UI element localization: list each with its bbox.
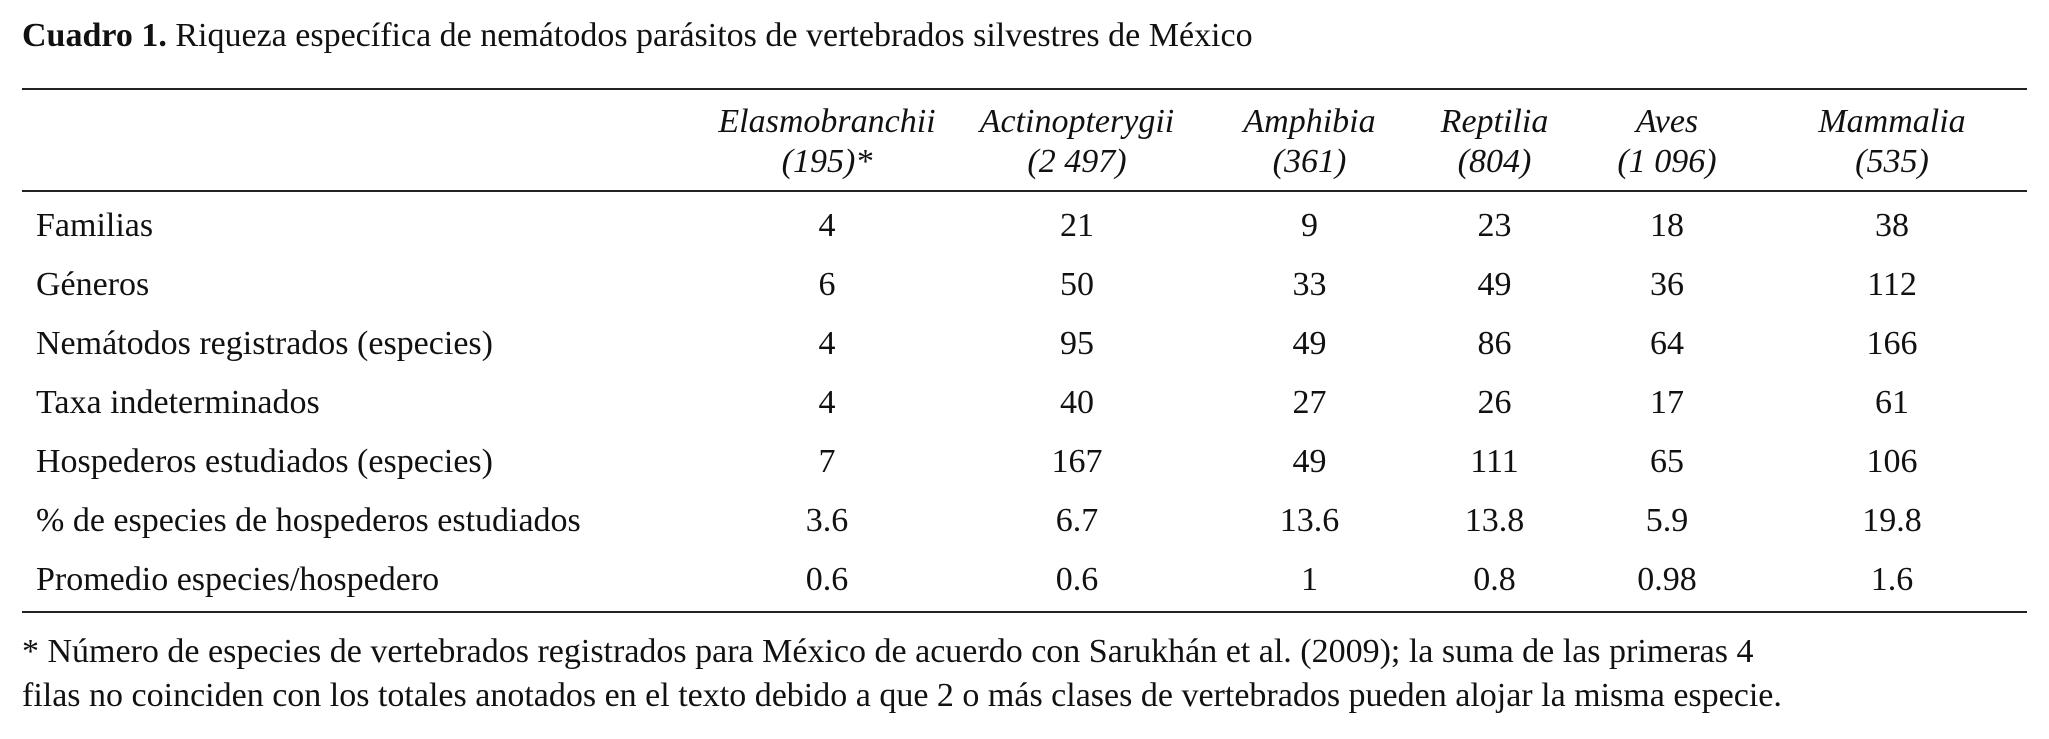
row-label: Nemátodos registrados (especies) [36, 325, 493, 362]
header-class-name: Elasmobranchii [718, 103, 936, 140]
table-cell: 13.6 [1279, 502, 1340, 539]
header-row [22, 90, 2027, 191]
table-cell: 4 [818, 325, 836, 362]
table-row [22, 255, 2027, 314]
row-label: Hospederos estudiados (especies) [36, 443, 493, 480]
table-cell: 36 [1650, 266, 1684, 303]
table-cell: 19.8 [1862, 502, 1922, 539]
table-cell: 0.6 [1055, 561, 1099, 598]
footnote-line: * Número de especies de vertebrados registrados para México de acuerdo con Sarukhán et al. (2009); la suma de las primeras 4 [22, 633, 1754, 670]
table-row [22, 491, 2027, 550]
header-cell-reptilia [1412, 90, 1577, 191]
header-cell-actinopterygii [947, 90, 1207, 191]
table-cell: 7 [818, 443, 836, 480]
table-cell: 65 [1650, 443, 1684, 480]
table-cell: 27 [1292, 384, 1327, 421]
row-label: Géneros [36, 266, 150, 303]
row-label: Taxa indeterminados [36, 384, 320, 421]
header-cell-elasmobranchii [707, 90, 947, 191]
header-cell-mammalia [1757, 90, 2027, 191]
table-cell: 0.98 [1637, 561, 1697, 598]
table-cell: 166 [1866, 325, 1918, 362]
table-row [22, 550, 2027, 611]
table-row [22, 373, 2027, 432]
header-class-name: Reptilia [1440, 103, 1549, 140]
table-cell: 5.9 [1645, 502, 1689, 539]
table-cell: 38 [1875, 207, 1909, 244]
table-body [22, 191, 2027, 611]
table-cell: 61 [1875, 384, 1909, 421]
table-caption [22, 14, 1253, 58]
header-class-count: (1 096) [1617, 143, 1717, 180]
table-row [22, 314, 2027, 373]
table-cell: 95 [1060, 325, 1094, 362]
data-table [22, 90, 2027, 611]
table-cell: 49 [1292, 325, 1327, 362]
header-class-count: (804) [1457, 143, 1532, 180]
table-cell: 86 [1477, 325, 1512, 362]
table-cell: 49 [1292, 443, 1327, 480]
table-cell: 6 [818, 266, 836, 303]
table-cell: 9 [1301, 207, 1318, 244]
table-cell: 4 [818, 207, 836, 244]
header-class-count: (535) [1855, 143, 1929, 180]
table-cell: 167 [1051, 443, 1103, 480]
table-cell: 26 [1477, 384, 1512, 421]
bottom-rule [22, 611, 2027, 613]
table-cell: 111 [1470, 443, 1519, 480]
table-cell: 0.8 [1473, 561, 1516, 598]
table-cell: 64 [1650, 325, 1684, 362]
data-table-container [22, 88, 2027, 613]
footnote-line: filas no coinciden con los totales anotados en el texto debido a que 2 o más clases de vertebrados pueden alojar la misma especie. [22, 677, 1782, 714]
table-cell: 40 [1060, 384, 1094, 421]
row-label: Promedio especies/hospedero [36, 561, 440, 598]
header-class-count: (2 497) [1027, 143, 1127, 180]
table-row [22, 432, 2027, 491]
table-row [22, 191, 2027, 255]
header-cell-aves [1577, 90, 1757, 191]
header-class-name: Actinopterygii [979, 103, 1175, 140]
header-cell-amphibia [1207, 90, 1412, 191]
row-label: Familias [36, 207, 154, 244]
table-cell: 1 [1301, 561, 1318, 598]
row-label: % de especies de hospederos estudiados [36, 502, 581, 539]
table-cell: 3.6 [805, 502, 849, 539]
table-footnote [22, 630, 2032, 718]
caption-label: Cuadro 1. [22, 17, 167, 54]
header-cell-empty [22, 90, 707, 191]
header-class-count: (361) [1272, 143, 1347, 180]
table-cell: 18 [1650, 207, 1684, 244]
table-cell: 4 [818, 384, 836, 421]
table-cell: 1.6 [1870, 561, 1914, 598]
header-class-name: Amphibia [1243, 103, 1376, 140]
header-class-name: Mammalia [1818, 103, 1966, 140]
table-cell: 21 [1060, 207, 1094, 244]
table-cell: 33 [1292, 266, 1327, 303]
header-class-count: (195)* [781, 143, 873, 180]
table-cell: 112 [1867, 266, 1917, 303]
table-cell: 106 [1866, 443, 1918, 480]
table-cell: 49 [1477, 266, 1512, 303]
header-class-name: Aves [1635, 103, 1699, 140]
table-cell: 17 [1650, 384, 1684, 421]
table-cell: 23 [1477, 207, 1512, 244]
table-cell: 0.6 [805, 561, 849, 598]
table-cell: 6.7 [1055, 502, 1099, 539]
table-cell: 13.8 [1464, 502, 1525, 539]
table-cell: 50 [1060, 266, 1094, 303]
caption-text: Riqueza específica de nemátodos parásitos de vertebrados silvestres de México [175, 17, 1253, 54]
